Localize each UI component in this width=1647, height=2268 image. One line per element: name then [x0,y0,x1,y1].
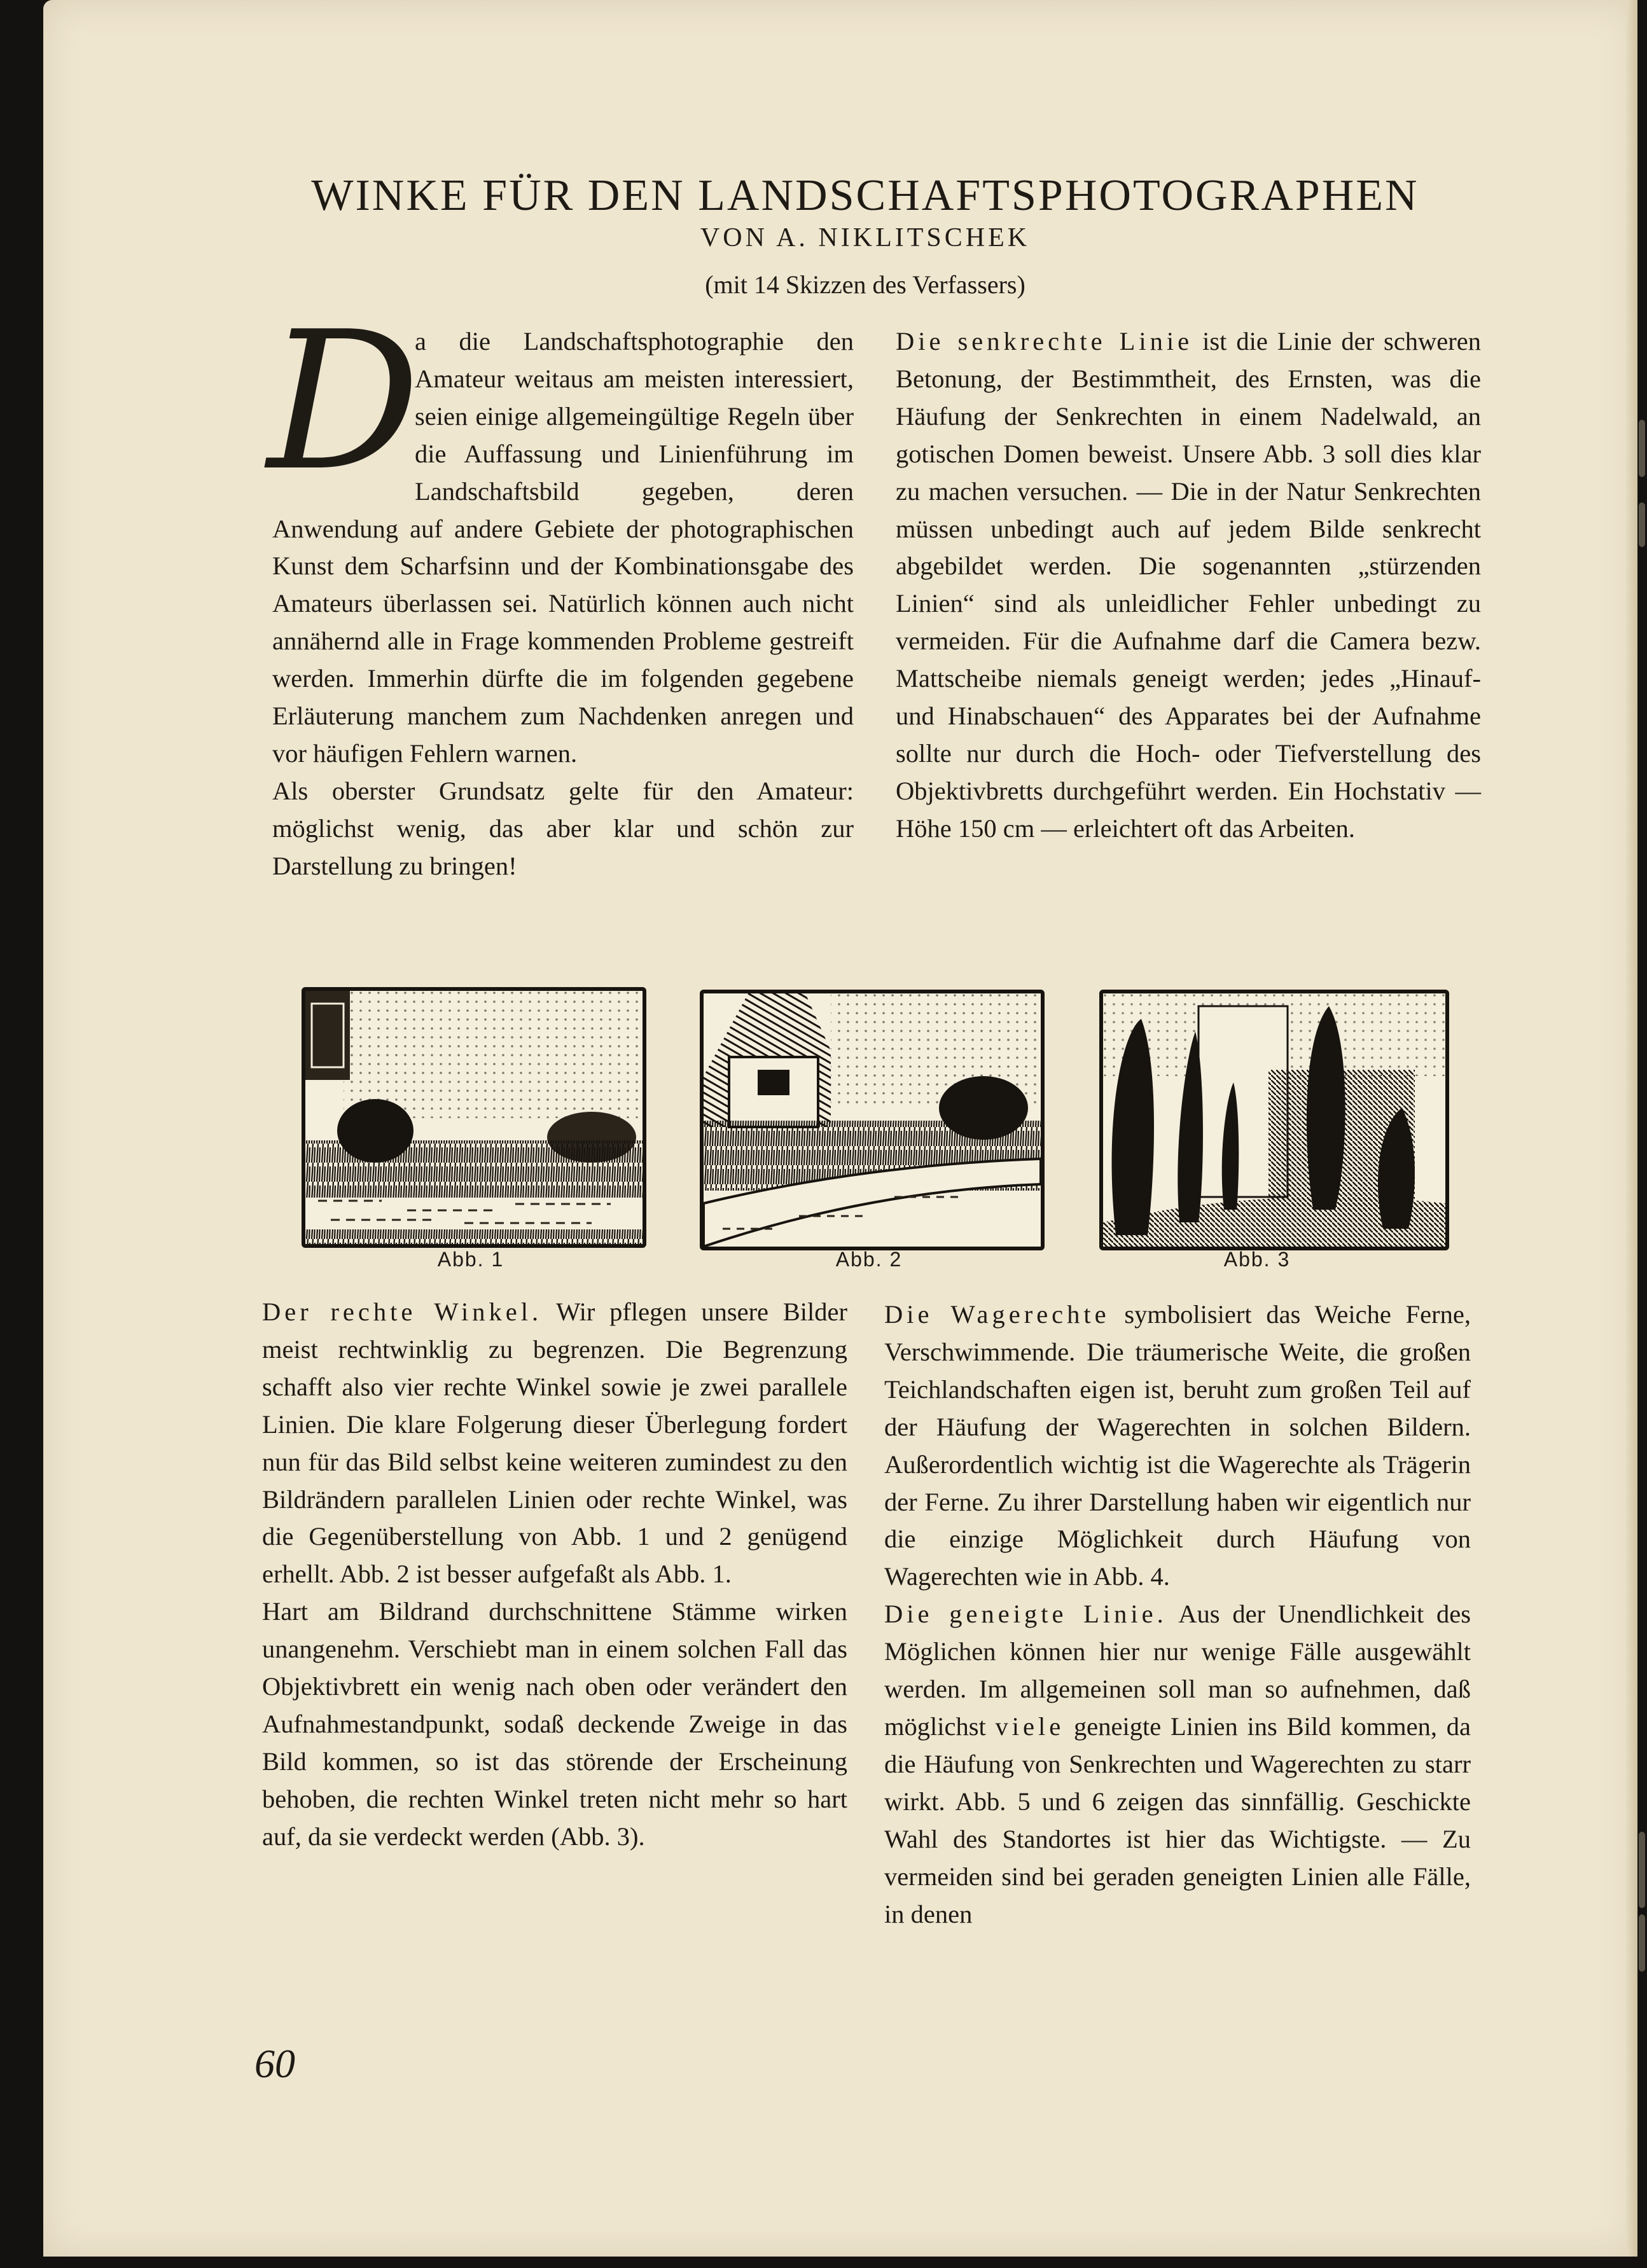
page-edge [1626,0,1637,2257]
figure-2-caption: Abb. 2 [835,1248,903,1271]
emphasis-text: viele [995,1711,1065,1741]
paragraph [884,1596,1471,1933]
article-title: WINKE FÜR DEN LANDSCHAFTSPHOTOGRAPHEN [311,171,1419,220]
figure-1-caption: Abb. 1 [437,1248,504,1271]
column-horizontal-line [884,1296,1471,1933]
paragraph [267,291,854,773]
section-text: Hart am Bildrand durchschnittene Stämme wirken unangenehm. Verschiebt man in einem solchen Fall das Objektivbrett ein wenig nach oben oder verändert den Aufnahmestandpunkt, sodaß deckende Zweige in das Bild kommen, so ist das störende der Erscheinung behoben, die rechten Winkel treten nicht mehr so hart auf, da sie verdeckt werden (Abb. 3). [262,1597,847,1851]
binding-mark [1639,1914,1645,1972]
section-text: geneigte Linien ins Bild kommen, da die Häufung von Senkrechten und Wagerechten zu starr wirkt. Abb. 5 und 6 zeigen das sinnfällig. Geschickte Wahl des Standortes ist hier das Wichtigste. — Zu vermeiden sind bei geraden geneigten Linien alle Fälle, in denen [884,1711,1471,1928]
figure-3 [1099,990,1449,1250]
drop-cap-letter: D [267,291,420,513]
article-subtitle: (mit 14 Skizzen des Verfassers) [705,270,1025,299]
column-right-angle [262,1294,847,1856]
paragraph [896,323,1481,848]
section-text: ist die Linie der schweren Betonung, der Bestimmtheit, des Ernsten, was die Häufung der Senkrechten in einem Nadelwald, an gotischen Domen beweist. Unsere Abb. 3 soll dies klar zu machen versuchen. — Die in der Natur Senkrechten müssen unbedingt auch auf jedem Bilde senkrecht abgebildet werden. Die sogenannten „stürzenden Linien“ sind als unleidlicher Fehler unbedingt zu vermeiden. Für die Aufnahme darf die Camera bezw. Mattscheibe niemals geneigt werden; jedes „Hinauf- und Hinabschauen“ des Apparates bei der Aufnahme sollte nur durch die Hoch- oder Tiefverstellung des Objektivbretts durchgeführt werden. Ein Hochstativ — Höhe 150 cm — erleichtert oft das Arbeiten. [896,327,1481,843]
column-intro [267,291,854,885]
binding-mark [1639,1832,1645,1908]
page-number: 60 [254,2041,295,2086]
paragraph [262,1294,847,1593]
section-lead: Der rechte Winkel. [262,1297,543,1326]
column-vertical-line [896,323,1481,848]
intro-text: a die Landschaftsphotographie den Amateur weitaus am meisten interessiert, seien einige allgemeingültige Regeln über die Auffassung und Linienführung im Landschaftsbild gegeben, deren Anwendung auf andere Gebiete der photographischen Kunst dem Scharfsinn und der Kombinationsgabe des Amateurs überlassen sei. Natürlich können auch nicht annähernd alle in Frage kommenden Probleme gestreift werden. Immerhin dürfte die im folgenden gegebene Erläuterung manchem zum Nachdenken anregen und vor häufigen Fehlern warnen. [272,327,854,768]
section-text: Wir pflegen unsere Bilder meist rechtwinklig zu begrenzen. Die Begrenzung schafft also vier rechte Winkel sowie je zwei parallele Linien. Die klare Folgerung dieser Überlegung fordert nun für das Bild selbst keine weiteren zumindest zu den Bildrändern parallelen Linien oder rechte Winkel, was die Gegenüberstellung von Abb. 1 und 2 genügend erhellt. Abb. 2 ist besser aufgefaßt als Abb. 1. [262,1297,847,1589]
paragraph [272,773,854,885]
landscape-cypress-church-sketch-icon [1103,993,1445,1247]
landscape-house-path-sketch-icon [704,993,1041,1247]
binding-mark [1639,502,1645,547]
paragraph [262,1593,847,1855]
drop-cap [267,291,420,513]
section-lead: Die Wagerechte [884,1300,1110,1329]
article-author: VON A. NIKLITSCHEK [700,223,1031,252]
section-text: Aus der Unendlichkeit des Möglichen können hier nur wenige Fälle ausgewählt werden. Im allgemeinen soll man so aufnehmen, daß möglichst [884,1600,1471,1741]
principle-text: Als oberster Grundsatz gelte für den Amateur: möglichst wenig, das aber klar und schön zur Darstellung zu bringen! [272,776,854,880]
figure-3-caption: Abb. 3 [1223,1248,1291,1271]
figure-2 [700,990,1045,1250]
section-lead: Die geneigte Linie. [884,1600,1167,1629]
paragraph [884,1296,1471,1596]
landscape-meadow-sketch-icon [305,991,643,1244]
figure-1 [302,987,646,1248]
section-lead: Die senkrechte Linie [896,327,1193,356]
binding-mark [1639,420,1645,477]
section-text: symbolisiert das Weiche Ferne, Verschwimmende. Die träumerische Weite, die großen Teichlandschaften eigen ist, beruht zum großen Teil auf der Häufung der Wagerechten in solchen Bildern. Außerordentlich wichtig ist die Wagerechte als Trägerin der Ferne. Zu ihrer Darstellung haben wir eigentlich nur die einzige Möglichkeit durch Häufung von Wagerechten wie in Abb. 4. [884,1300,1471,1591]
